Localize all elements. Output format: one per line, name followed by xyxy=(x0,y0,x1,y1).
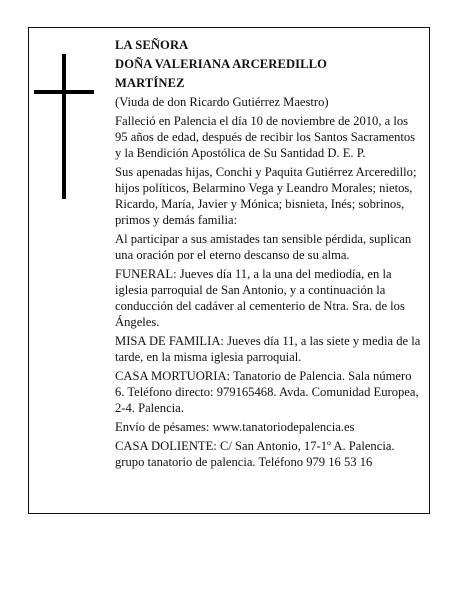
request-paragraph: Al participar a sus amistades tan sensible pérdida, suplican una oración por el eterno descanso de su alma. xyxy=(115,232,412,262)
family-paragraph: Sus apenadas hijas, Conchi y Paquita Gutiérrez Arceredillo; hijos políticos, Belarmino Vega y Leandro Morales; nietos, Ricardo, María, Javier y Mónica; bisnieta, Inés; sobrinos, primos y demás familia: xyxy=(115,165,417,227)
deceased-name-line-1: DOÑA VALERIANA ARCEREDILLO xyxy=(115,57,328,71)
cross-vertical-bar xyxy=(62,54,66,199)
family-home-paragraph: CASA DOLIENTE: C/ San Antonio, 17-1º A. Palencia. grupo tanatorio de palencia. Teléfono 979 16 53 16 xyxy=(115,439,395,469)
death-paragraph: Falleció en Palencia el día 10 de noviembre de 2010, a los 95 años de edad, después de recibir los Santos Sacramentos y la Bendición Apostólica de Su Santidad D. E. P. xyxy=(115,114,416,160)
cross-horizontal-bar xyxy=(34,90,94,94)
funeral-paragraph: FUNERAL: Jueves día 11, a la una del mediodía, en la iglesia parroquial de San Antonio, y a continuación la conducción del cadáver al cementerio de Ntra. Sra. de los Ángeles. xyxy=(115,267,405,329)
header-line-1: LA SEÑORA xyxy=(115,38,189,52)
cross-icon xyxy=(34,54,94,199)
mortuary-paragraph: CASA MORTUORIA: Tanatorio de Palencia. Sala número 6. Teléfono directo: 979165468. Avda. Comunidad Europea, 2-4. Palencia. xyxy=(115,369,419,415)
family-mass-paragraph: MISA DE FAMILIA: Jueves día 11, a las siete y media de la tarde, en la misma iglesia parroquial. xyxy=(115,334,421,364)
obituary-text xyxy=(115,37,423,473)
condolences-paragraph: Envío de pésames: www.tanatoriodepalencia.es xyxy=(115,420,355,434)
widow-note: (Viuda de don Ricardo Gutiérrez Maestro) xyxy=(115,95,329,109)
deceased-name-line-2: MARTÍNEZ xyxy=(115,76,185,90)
